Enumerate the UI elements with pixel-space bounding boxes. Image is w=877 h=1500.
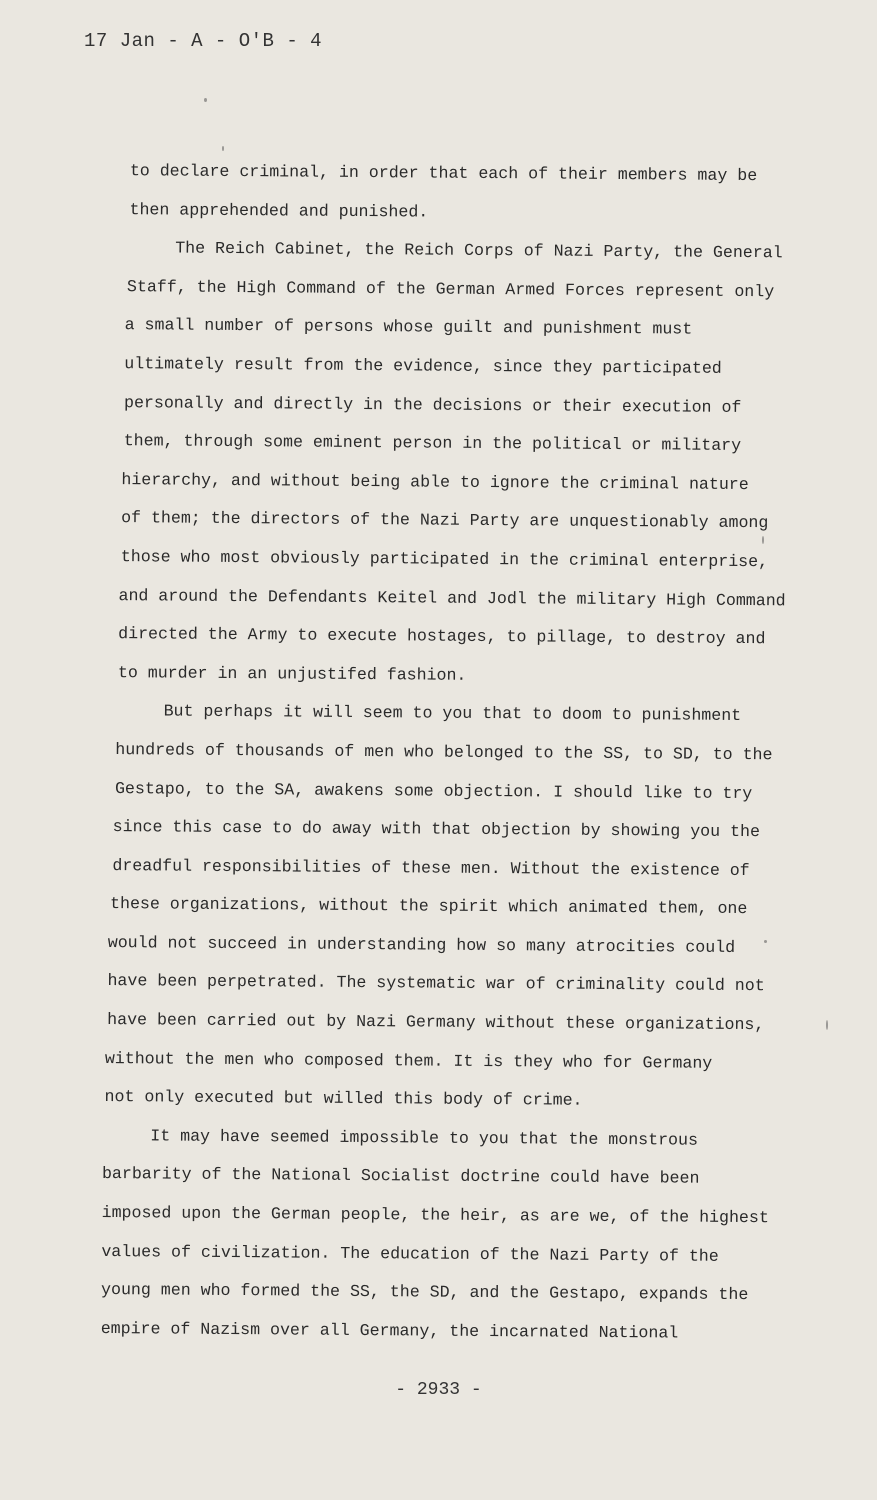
paragraph-1	[109, 152, 790, 235]
text-line: hierarchy, and without being able to ignore the criminal nature	[121, 469, 749, 494]
text-line: imposed upon the German people, the heir, as are we, of the highest	[101, 1202, 769, 1228]
text-line: values of civilization. The education of the Nazi Party of the	[101, 1241, 719, 1266]
ink-speck	[222, 146, 224, 151]
text-line: directed the Army to execute hostages, to pillage, to destroy and	[118, 624, 766, 649]
page-number: - 2933 -	[395, 1380, 482, 1400]
ink-speck	[764, 940, 767, 943]
text-line: empire of Nazism over all Germany, the incarnated National	[100, 1318, 679, 1343]
text-line: Gestapo, to the SA, awakens some objection. I should like to try	[114, 778, 753, 803]
ink-speck	[826, 1020, 828, 1030]
text-line: to declare criminal, in order that each of their members may be	[129, 161, 758, 186]
text-line: a small number of persons whose guilt and punishment must	[124, 315, 693, 339]
text-line: these organizations, without the spirit which animated them, one	[110, 894, 748, 919]
ink-speck	[204, 98, 207, 102]
text-line: ultimately result from the evidence, since they participated	[124, 354, 722, 378]
text-line: then apprehended and punished.	[129, 199, 429, 222]
text-line: dreadful responsibilities of these men. Without the existence of	[112, 855, 750, 880]
paragraph-2	[106, 229, 790, 697]
text-line: have been perpetrated. The systematic war of criminality could not	[107, 971, 765, 996]
text-line: those who most obviously participated in the criminal enterprise,	[120, 547, 769, 572]
text-line: not only executed but willed this body of crime.	[104, 1087, 583, 1110]
text-line: personally and directly in the decisions or their execution of	[123, 392, 742, 417]
body-text	[101, 152, 790, 1354]
text-line: young men who formed the SS, the SD, and the Gestapo, expands the	[100, 1280, 749, 1305]
text-line: to murder in an unjustifed fashion.	[117, 662, 467, 685]
document-reference: 17 Jan - A - O'B - 4	[84, 30, 323, 52]
text-line: of them; the directors of the Nazi Party are unquestionably among	[121, 508, 769, 533]
text-line: The Reich Cabinet, the Reich Corps of Nazi Party, the General	[175, 238, 783, 263]
text-line: since this case to do away with that objection by showing you the	[112, 817, 761, 842]
text-line: But perhaps it will seem to you that to doom to punishment	[163, 701, 742, 726]
text-line: hundreds of thousands of men who belonged to the SS, to SD, to the	[115, 739, 773, 765]
text-line: Staff, the High Command of the German Armed Forces represent only	[126, 276, 775, 302]
text-line: without the men who composed them. It is they who for Germany	[104, 1048, 713, 1073]
text-line: It may have seemed impossible to you that the monstrous	[150, 1126, 699, 1150]
text-line: them, through some eminent person in the political or military	[123, 431, 742, 456]
text-line: would not succeed in understanding how so many atrocities could	[107, 932, 736, 957]
paragraph-3	[102, 692, 785, 1122]
text-line: barbarity of the National Socialist doctrine could have been	[101, 1164, 700, 1189]
text-line: and around the Defendants Keitel and Jodl the military High Command	[118, 585, 786, 610]
text-line: have been carried out by Nazi Germany without these organizations,	[107, 1010, 765, 1035]
paragraph-4	[101, 1117, 783, 1354]
ink-speck	[762, 536, 764, 544]
